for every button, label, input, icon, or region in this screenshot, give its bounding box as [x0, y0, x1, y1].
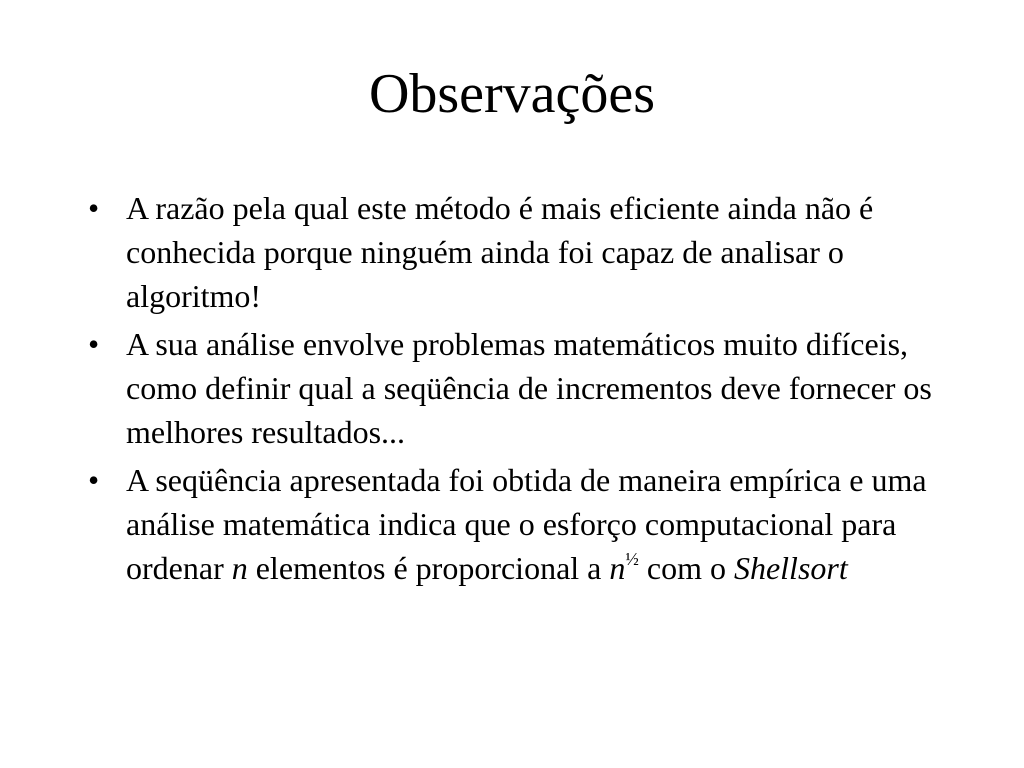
bullet-item-2 [88, 322, 948, 454]
bullet-text-part: A seqüência apresentada foi obtida de maneira empírica e uma análise matemática indica que o esforço computacional para ordenar [126, 462, 927, 586]
exponent-one-half: ½ [625, 549, 639, 569]
bullet-text-part: elementos é proporcional a [247, 550, 610, 586]
algorithm-name: Shellsort [733, 550, 848, 586]
slide-title: Observações [368, 63, 656, 125]
bullet-item-1 [88, 186, 948, 318]
bullet-icon: • [88, 190, 100, 226]
math-variable-n: n [609, 550, 626, 586]
bullet-text: A sua análise envolve problemas matemáticos muito difíceis, como definir qual a seqüência de incrementos deve fornecer os melhores resultados... [126, 326, 932, 450]
bullet-icon: • [88, 462, 100, 498]
bullet-text: A razão pela qual este método é mais eficiente ainda não é conhecida porque ninguém ainda foi capaz de analisar o algoritmo! [126, 190, 874, 314]
bullet-text [126, 462, 927, 586]
bullet-list [88, 186, 948, 594]
bullet-text-part: com o [638, 550, 734, 586]
math-variable-n: n [231, 550, 248, 586]
bullet-item-3 [88, 458, 948, 590]
bullet-icon: • [88, 326, 100, 362]
